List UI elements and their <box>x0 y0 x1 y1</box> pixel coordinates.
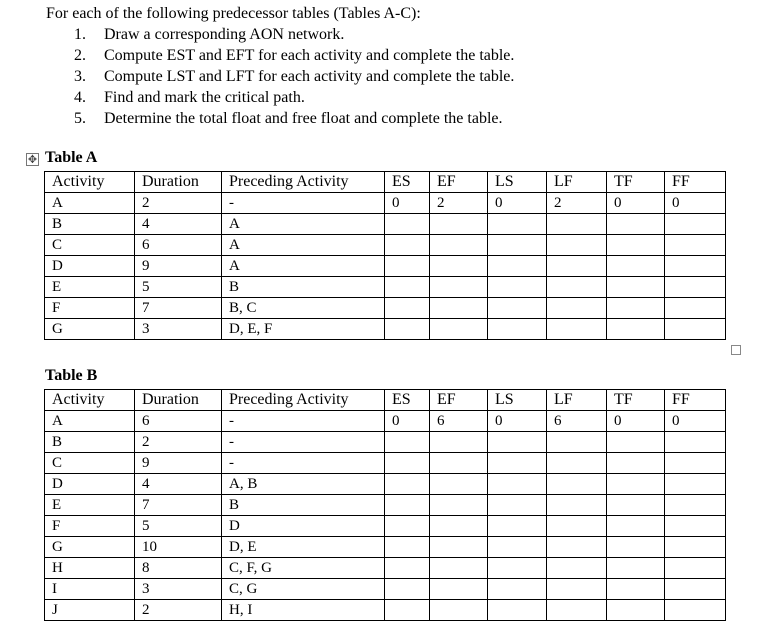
table-cell[interactable]: B <box>45 214 135 235</box>
table-cell[interactable]: - <box>222 411 385 432</box>
table-row <box>45 432 726 453</box>
table-cell[interactable] <box>607 600 665 621</box>
table-cell[interactable] <box>488 453 547 474</box>
table-cell[interactable] <box>385 579 430 600</box>
table-cell[interactable]: H <box>45 558 135 579</box>
table-row <box>45 516 726 537</box>
column-header: LF <box>547 172 607 193</box>
table-cell[interactable] <box>607 516 665 537</box>
instruction-item <box>46 24 514 45</box>
column-header: LF <box>547 390 607 411</box>
table-cell[interactable] <box>488 298 547 319</box>
table-cell[interactable] <box>665 537 726 558</box>
table-cell[interactable]: 6 <box>430 411 488 432</box>
table-cell[interactable]: D <box>45 256 135 277</box>
table-cell[interactable] <box>488 432 547 453</box>
table-cell[interactable] <box>607 298 665 319</box>
table-cell[interactable] <box>385 516 430 537</box>
table-cell[interactable] <box>488 214 547 235</box>
table-cell[interactable] <box>665 298 726 319</box>
table-cell[interactable] <box>547 235 607 256</box>
table-cell[interactable] <box>607 256 665 277</box>
table-cell[interactable] <box>665 474 726 495</box>
table-cell[interactable] <box>547 319 607 340</box>
table-cell[interactable] <box>430 579 488 600</box>
table-cell[interactable]: D <box>222 516 385 537</box>
table-cell[interactable]: 0 <box>385 193 430 214</box>
table-cell[interactable]: 6 <box>135 411 222 432</box>
table-cell[interactable] <box>488 495 547 516</box>
table-cell[interactable]: A <box>222 214 385 235</box>
table-cell[interactable] <box>488 235 547 256</box>
table-cell[interactable] <box>607 277 665 298</box>
table-cell[interactable]: A <box>222 256 385 277</box>
column-header: Preceding Activity <box>222 390 385 411</box>
instruction-text: Compute LST and LFT for each activity and complete the table. <box>104 68 515 85</box>
column-header: ES <box>385 172 430 193</box>
instruction-text: Compute EST and EFT for each activity and complete the table. <box>104 47 515 64</box>
column-header: Activity <box>45 172 135 193</box>
table-row <box>45 277 726 298</box>
table-cell[interactable] <box>665 432 726 453</box>
table-cell[interactable]: G <box>45 319 135 340</box>
table-cell[interactable]: B <box>222 277 385 298</box>
table-cell[interactable]: 2 <box>430 193 488 214</box>
table-cell[interactable] <box>385 558 430 579</box>
table-cell[interactable]: C <box>45 235 135 256</box>
table-cell[interactable]: F <box>45 298 135 319</box>
table-cell[interactable]: 5 <box>135 516 222 537</box>
table-cell[interactable]: H, I <box>222 600 385 621</box>
table-cell[interactable] <box>665 600 726 621</box>
table-cell[interactable] <box>665 319 726 340</box>
instruction-number: 4. <box>74 89 86 106</box>
table-cell[interactable] <box>430 319 488 340</box>
table-row <box>45 579 726 600</box>
table-row <box>45 319 726 340</box>
instruction-text: Determine the total float and free float and complete the table. <box>104 110 503 127</box>
table-cell[interactable] <box>607 453 665 474</box>
table-row <box>45 298 726 319</box>
table-cell[interactable] <box>430 474 488 495</box>
table-row <box>45 495 726 516</box>
table-cell[interactable] <box>547 277 607 298</box>
column-header: TF <box>607 390 665 411</box>
table-cell[interactable] <box>430 256 488 277</box>
table-cell[interactable] <box>488 277 547 298</box>
table-resize-handle[interactable] <box>731 345 741 355</box>
table-cell[interactable]: D, E <box>222 537 385 558</box>
table-cell[interactable]: F <box>45 516 135 537</box>
table-cell[interactable] <box>430 277 488 298</box>
table-b <box>44 389 726 621</box>
table-cell[interactable] <box>607 432 665 453</box>
column-header: LS <box>488 172 547 193</box>
table-cell[interactable]: 6 <box>547 411 607 432</box>
table-row <box>45 537 726 558</box>
table-row <box>45 193 726 214</box>
table-cell[interactable]: D <box>45 474 135 495</box>
table-row <box>45 453 726 474</box>
table-cell[interactable]: 0 <box>607 411 665 432</box>
table-cell[interactable] <box>547 298 607 319</box>
table-cell[interactable]: 0 <box>607 193 665 214</box>
table-cell[interactable] <box>430 432 488 453</box>
table-cell[interactable]: - <box>222 453 385 474</box>
table-cell[interactable]: A <box>45 411 135 432</box>
table-cell[interactable] <box>488 600 547 621</box>
table-cell[interactable] <box>607 579 665 600</box>
table-cell[interactable] <box>430 453 488 474</box>
table-cell[interactable] <box>547 495 607 516</box>
table-cell[interactable] <box>665 256 726 277</box>
table-cell[interactable]: 0 <box>665 193 726 214</box>
table-cell[interactable] <box>385 256 430 277</box>
table-cell[interactable]: 10 <box>135 537 222 558</box>
instruction-text: Find and mark the critical path. <box>104 89 305 106</box>
instruction-item <box>46 66 514 87</box>
table-cell[interactable]: B, C <box>222 298 385 319</box>
column-header: Duration <box>135 172 222 193</box>
table-b-caption: Table B <box>45 367 98 384</box>
table-cell[interactable]: 0 <box>665 411 726 432</box>
table-cell[interactable] <box>385 319 430 340</box>
table-cell[interactable]: 7 <box>135 495 222 516</box>
instructions-heading: For each of the following predecessor tables (Tables A-C): <box>46 5 421 22</box>
table-row <box>45 411 726 432</box>
table-cell[interactable] <box>430 600 488 621</box>
table-cell[interactable]: 0 <box>488 411 547 432</box>
column-header: Activity <box>45 390 135 411</box>
table-cell[interactable] <box>665 495 726 516</box>
header-row <box>45 390 726 411</box>
table-cell[interactable] <box>547 432 607 453</box>
table-cell[interactable]: 4 <box>135 214 222 235</box>
table-cell[interactable]: C, F, G <box>222 558 385 579</box>
table-cell[interactable] <box>488 516 547 537</box>
table-cell[interactable] <box>547 537 607 558</box>
table-a <box>44 171 726 340</box>
table-cell[interactable] <box>430 214 488 235</box>
table-cell[interactable]: - <box>222 432 385 453</box>
column-header: FF <box>665 390 726 411</box>
instruction-number: 5. <box>74 110 86 127</box>
table-cell[interactable] <box>430 298 488 319</box>
table-cell[interactable]: 8 <box>135 558 222 579</box>
table-a-caption: Table A <box>45 149 98 166</box>
table-cell[interactable] <box>488 256 547 277</box>
table-cell[interactable]: D, E, F <box>222 319 385 340</box>
table-cell[interactable]: 4 <box>135 474 222 495</box>
table-cell[interactable] <box>665 235 726 256</box>
instruction-item <box>46 108 514 129</box>
table-cell[interactable]: 9 <box>135 256 222 277</box>
table-row <box>45 474 726 495</box>
table-cell[interactable] <box>385 432 430 453</box>
table-row <box>45 600 726 621</box>
table-row <box>45 214 726 235</box>
instruction-item <box>46 87 514 108</box>
table-cell[interactable] <box>385 474 430 495</box>
column-header: ES <box>385 390 430 411</box>
table-cell[interactable] <box>547 256 607 277</box>
instruction-number: 3. <box>74 68 86 85</box>
column-header: EF <box>430 390 488 411</box>
table-cell[interactable] <box>488 319 547 340</box>
table-cell[interactable]: 3 <box>135 319 222 340</box>
table-cell[interactable] <box>385 277 430 298</box>
table-cell[interactable]: A <box>222 235 385 256</box>
table-cell[interactable] <box>665 579 726 600</box>
column-header: TF <box>607 172 665 193</box>
instruction-number: 2. <box>74 47 86 64</box>
table-cell[interactable] <box>385 214 430 235</box>
column-header: FF <box>665 172 726 193</box>
table-cell[interactable]: 6 <box>135 235 222 256</box>
table-cell[interactable] <box>665 214 726 235</box>
table-cell[interactable] <box>488 474 547 495</box>
instruction-number: 1. <box>74 26 86 43</box>
table-cell[interactable] <box>488 579 547 600</box>
table-cell[interactable]: 0 <box>488 193 547 214</box>
column-header: Duration <box>135 390 222 411</box>
column-header: Preceding Activity <box>222 172 385 193</box>
table-cell[interactable] <box>607 537 665 558</box>
table-cell[interactable]: I <box>45 579 135 600</box>
table-cell[interactable] <box>665 277 726 298</box>
table-cell[interactable]: B <box>222 495 385 516</box>
instruction-item <box>46 45 514 66</box>
table-move-handle-icon[interactable]: ✥ <box>27 153 38 166</box>
instruction-text: Draw a corresponding AON network. <box>104 26 345 43</box>
table-cell[interactable] <box>385 235 430 256</box>
table-cell[interactable]: 3 <box>135 579 222 600</box>
header-row <box>45 172 726 193</box>
table-cell[interactable]: 5 <box>135 277 222 298</box>
table-cell[interactable] <box>385 495 430 516</box>
table-row <box>45 256 726 277</box>
table-cell[interactable]: J <box>45 600 135 621</box>
table-cell[interactable] <box>430 235 488 256</box>
table-cell[interactable] <box>430 558 488 579</box>
table-cell[interactable]: 2 <box>135 600 222 621</box>
instructions <box>46 3 514 129</box>
column-header: LS <box>488 390 547 411</box>
table-cell[interactable] <box>607 235 665 256</box>
table-cell[interactable]: 2 <box>135 432 222 453</box>
table-cell[interactable] <box>607 558 665 579</box>
table-cell[interactable] <box>547 516 607 537</box>
table-cell[interactable] <box>385 600 430 621</box>
table-cell[interactable] <box>385 537 430 558</box>
table-cell[interactable] <box>665 516 726 537</box>
table-cell[interactable] <box>430 516 488 537</box>
table-cell[interactable]: C, G <box>222 579 385 600</box>
table-cell[interactable]: 0 <box>385 411 430 432</box>
table-cell[interactable] <box>547 474 607 495</box>
table-cell[interactable] <box>607 214 665 235</box>
table-cell[interactable]: 2 <box>135 193 222 214</box>
table-cell[interactable] <box>665 453 726 474</box>
table-cell[interactable]: E <box>45 277 135 298</box>
table-cell[interactable] <box>385 298 430 319</box>
instructions-list <box>46 24 514 129</box>
table-cell[interactable]: A, B <box>222 474 385 495</box>
table-cell[interactable] <box>547 558 607 579</box>
table-cell[interactable] <box>385 453 430 474</box>
table-cell[interactable]: A <box>45 193 135 214</box>
table-cell[interactable]: 7 <box>135 298 222 319</box>
table-cell[interactable] <box>607 319 665 340</box>
table-cell[interactable] <box>607 474 665 495</box>
table-cell[interactable]: G <box>45 537 135 558</box>
table-cell[interactable] <box>488 537 547 558</box>
table-cell[interactable]: 9 <box>135 453 222 474</box>
table-cell[interactable] <box>430 537 488 558</box>
table-cell[interactable]: C <box>45 453 135 474</box>
table-cell[interactable] <box>547 214 607 235</box>
table-cell[interactable] <box>547 453 607 474</box>
table-cell[interactable] <box>488 558 547 579</box>
table-cell[interactable]: E <box>45 495 135 516</box>
table-cell[interactable]: B <box>45 432 135 453</box>
table-cell[interactable] <box>547 600 607 621</box>
table-cell[interactable] <box>547 579 607 600</box>
column-header: EF <box>430 172 488 193</box>
table-cell[interactable] <box>665 558 726 579</box>
table-row <box>45 235 726 256</box>
table-cell[interactable]: - <box>222 193 385 214</box>
table-cell[interactable] <box>430 495 488 516</box>
table-cell[interactable]: 2 <box>547 193 607 214</box>
table-row <box>45 558 726 579</box>
table-cell[interactable] <box>607 495 665 516</box>
